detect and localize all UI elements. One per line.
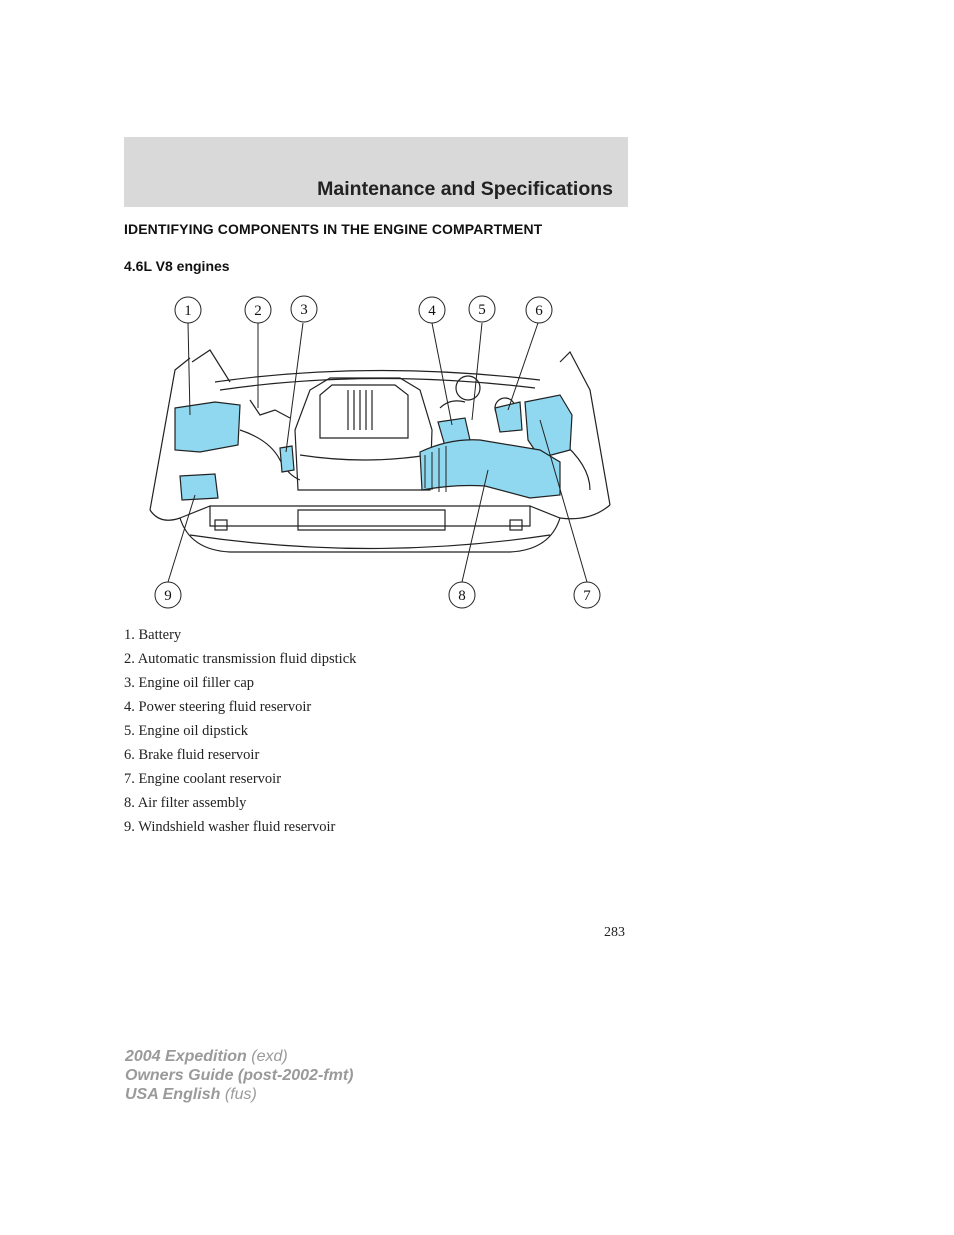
legend-item: 8. Air filter assembly: [124, 795, 247, 811]
callout-1: [175, 297, 201, 323]
svg-text:2: 2: [254, 303, 262, 319]
washer-reservoir-shape: [180, 474, 218, 500]
legend-item: 3. Engine oil filler cap: [124, 675, 255, 691]
legend-item: 2. Automatic transmission fluid dipstick: [124, 651, 357, 667]
callout-6: [526, 297, 552, 323]
callout-9: [155, 582, 181, 608]
battery-shape: [175, 402, 240, 452]
footer-model-code: (exd): [251, 1048, 288, 1065]
legend-item: 6. Brake fluid reservoir: [124, 747, 260, 763]
callout-4: [419, 297, 445, 323]
engine-compartment-diagram: [120, 290, 620, 615]
svg-text:5: 5: [478, 302, 486, 318]
page-header-title: Maintenance and Specifications: [317, 178, 613, 200]
svg-text:3: 3: [300, 302, 308, 318]
oil-filler-cap-shape: [280, 446, 294, 472]
legend-item: 7. Engine coolant reservoir: [124, 771, 282, 787]
section-header-band: [124, 137, 628, 207]
svg-text:8: 8: [458, 588, 466, 604]
legend-item: 9. Windshield washer fluid reservoir: [124, 819, 336, 835]
footer-guide: Owners Guide (post-2002-fmt): [125, 1067, 354, 1084]
callout-3: [291, 296, 317, 322]
section-title: IDENTIFYING COMPONENTS IN THE ENGINE COMPARTMENT: [124, 221, 543, 237]
callout-7: [574, 582, 600, 608]
svg-text:7: 7: [583, 588, 591, 604]
brake-reservoir-shape: [495, 402, 522, 432]
footer-model: 2004 Expedition: [125, 1048, 247, 1065]
footer-language-code: (fus): [224, 1086, 257, 1103]
svg-text:1: 1: [184, 303, 192, 319]
svg-text:6: 6: [535, 303, 543, 319]
svg-text:9: 9: [164, 588, 172, 604]
legend-item: 1. Battery: [124, 627, 182, 643]
engine-subtitle: 4.6L V8 engines: [124, 258, 230, 274]
footer-language: USA English: [125, 1086, 221, 1103]
legend-item: 5. Engine oil dipstick: [124, 723, 249, 739]
page-number: 283: [604, 925, 625, 940]
callout-2: [245, 297, 271, 323]
legend-item: 4. Power steering fluid reservoir: [124, 699, 312, 715]
component-legend: [124, 626, 356, 842]
svg-text:4: 4: [428, 303, 436, 319]
callout-8: [449, 582, 475, 608]
document-footer: [125, 1047, 353, 1104]
callout-5: [469, 296, 495, 322]
